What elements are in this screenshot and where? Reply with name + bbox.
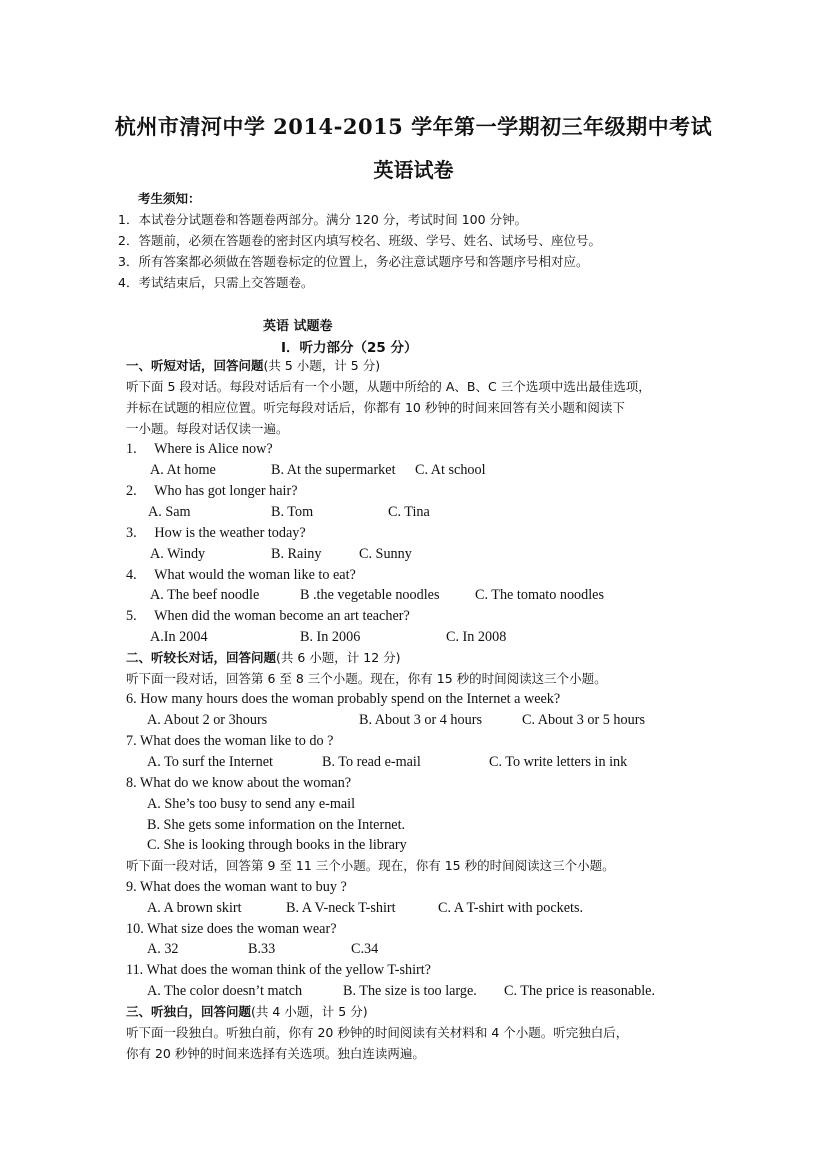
notice-item: 3．所有答案都必须做在答题卷标定的位置上，务必注意试题序号和答题序号相对应。 — [118, 254, 589, 269]
option-11a: A. The color doesn’t match — [147, 983, 303, 999]
section3-heading — [126, 1003, 368, 1021]
option-6c: C. About 3 or 5 hours — [522, 712, 645, 728]
option-8b: B. She gets some information on the Internet. — [147, 817, 406, 833]
option-2c: C. Tina — [388, 504, 430, 520]
option-8a: A. She’s too busy to send any e-mail — [147, 796, 356, 812]
question-2: 2. Who has got longer hair? — [126, 483, 298, 499]
question-7: 7. What does the woman like to do ? — [126, 733, 334, 749]
section2-intro: 听下面一段对话，回答第 9 至 11 三个小题。现在，你有 15 秒的时间阅读这三个小题。 — [126, 858, 615, 873]
section2-heading — [126, 649, 401, 667]
option-10b: B.33 — [248, 941, 276, 957]
option-6a: A. About 2 or 3hours — [147, 712, 268, 728]
exam-title: 杭州市清河中学 2014-2015 学年第一学期初三年级期中考试 — [114, 114, 713, 139]
paper-label: 英语 试题卷 — [263, 319, 333, 334]
option-7a: A. To surf the Internet — [147, 754, 274, 770]
notice-heading: 考生须知： — [138, 191, 201, 206]
question-4: 4. What would the woman like to eat? — [126, 567, 356, 583]
option-7c: C. To write letters in ink — [489, 754, 628, 770]
option-10c: C.34 — [351, 941, 379, 957]
section1-instruction: 一小题。每段对话仅读一遍。 — [126, 421, 289, 436]
section3-instruction: 听下面一段独白。听独白前，你有 20 秒钟的时间阅读有关材料和 4 个小题。听完独白后， — [126, 1025, 629, 1040]
option-2a: A. Sam — [148, 504, 191, 520]
option-9a: A. A brown skirt — [147, 900, 242, 916]
section3-title: 三、听独白，回答问题 — [126, 1004, 252, 1019]
question-1: 1. Where is Alice now? — [126, 441, 273, 457]
option-3b: B. Rainy — [271, 546, 322, 562]
option-3a: A. Windy — [150, 546, 206, 562]
question-3: 3. How is the weather today? — [126, 525, 306, 541]
option-10a: A. 32 — [147, 941, 179, 957]
option-1b: B. At the supermarket — [271, 462, 396, 478]
section2-intro: 听下面一段对话，回答第 6 至 8 三个小题。现在，你有 15 秒的时间阅读这三个小题。 — [126, 671, 607, 686]
option-4b: B .the vegetable noodles — [300, 587, 440, 603]
option-11c: C. The price is reasonable. — [504, 983, 656, 999]
option-5a: A.In 2004 — [150, 629, 208, 645]
section3-points: (共 4 小题，计 5 分) — [251, 1004, 368, 1019]
question-10: 10. What size does the woman wear? — [126, 921, 337, 937]
question-5: 5. When did the woman become an art teacher? — [126, 608, 410, 624]
option-1c: C. At school — [415, 462, 486, 478]
question-6: 6. How many hours does the woman probably spend on the Internet a week? — [126, 691, 561, 707]
option-6b: B. About 3 or 4 hours — [359, 712, 482, 728]
section2-title: 二、听较长对话，回答问题 — [126, 650, 277, 665]
notice-item: 4．考试结束后，只需上交答题卷。 — [118, 275, 314, 290]
section1-heading — [126, 357, 380, 375]
section1-instruction: 并标在试题的相应位置。听完每段对话后，你都有 10 秒钟的时间来回答有关小题和阅读下 — [126, 400, 625, 415]
section1-points: (共 5 小题，计 5 分) — [263, 358, 381, 373]
option-5c: C. In 2008 — [446, 629, 507, 645]
option-11b: B. The size is too large. — [343, 983, 477, 999]
option-7b: B. To read e-mail — [322, 754, 421, 770]
option-4a: A. The beef noodle — [150, 587, 260, 603]
section2-points: (共 6 小题，计 12 分) — [276, 650, 401, 665]
option-9c: C. A T-shirt with pockets. — [438, 900, 584, 916]
question-11: 11. What does the woman think of the yellow T-shirt? — [126, 962, 431, 978]
option-2b: B. Tom — [271, 504, 314, 520]
part1-heading: I．听力部分（25 分） — [281, 340, 418, 356]
exam-subtitle: 英语试卷 — [373, 158, 454, 182]
option-8c: C. She is looking through books in the library — [147, 837, 407, 853]
option-4c: C. The tomato noodles — [475, 587, 604, 603]
section3-instruction: 你有 20 秒钟的时间来选择有关选项。独白连读两遍。 — [126, 1046, 425, 1061]
option-9b: B. A V-neck T-shirt — [286, 900, 396, 916]
question-8: 8. What do we know about the woman? — [126, 775, 352, 791]
option-5b: B. In 2006 — [300, 629, 361, 645]
question-9: 9. What does the woman want to buy ? — [126, 879, 347, 895]
option-1a: A. At home — [150, 462, 216, 478]
section1-instruction: 听下面 5 段对话。每段对话后有一个小题，从题中所给的 A、B、C 三个选项中选出最佳选项， — [126, 379, 651, 394]
option-3c: C. Sunny — [359, 546, 412, 562]
section1-title: 一、听短对话，回答问题 — [126, 358, 264, 373]
notice-item: 1．本试卷分试题卷和答题卷两部分。满分 120 分，考试时间 100 分钟。 — [118, 212, 528, 227]
notice-item: 2．答题前，必须在答题卷的密封区内填写校名、班级、学号、姓名、试场号、座位号。 — [118, 233, 601, 248]
